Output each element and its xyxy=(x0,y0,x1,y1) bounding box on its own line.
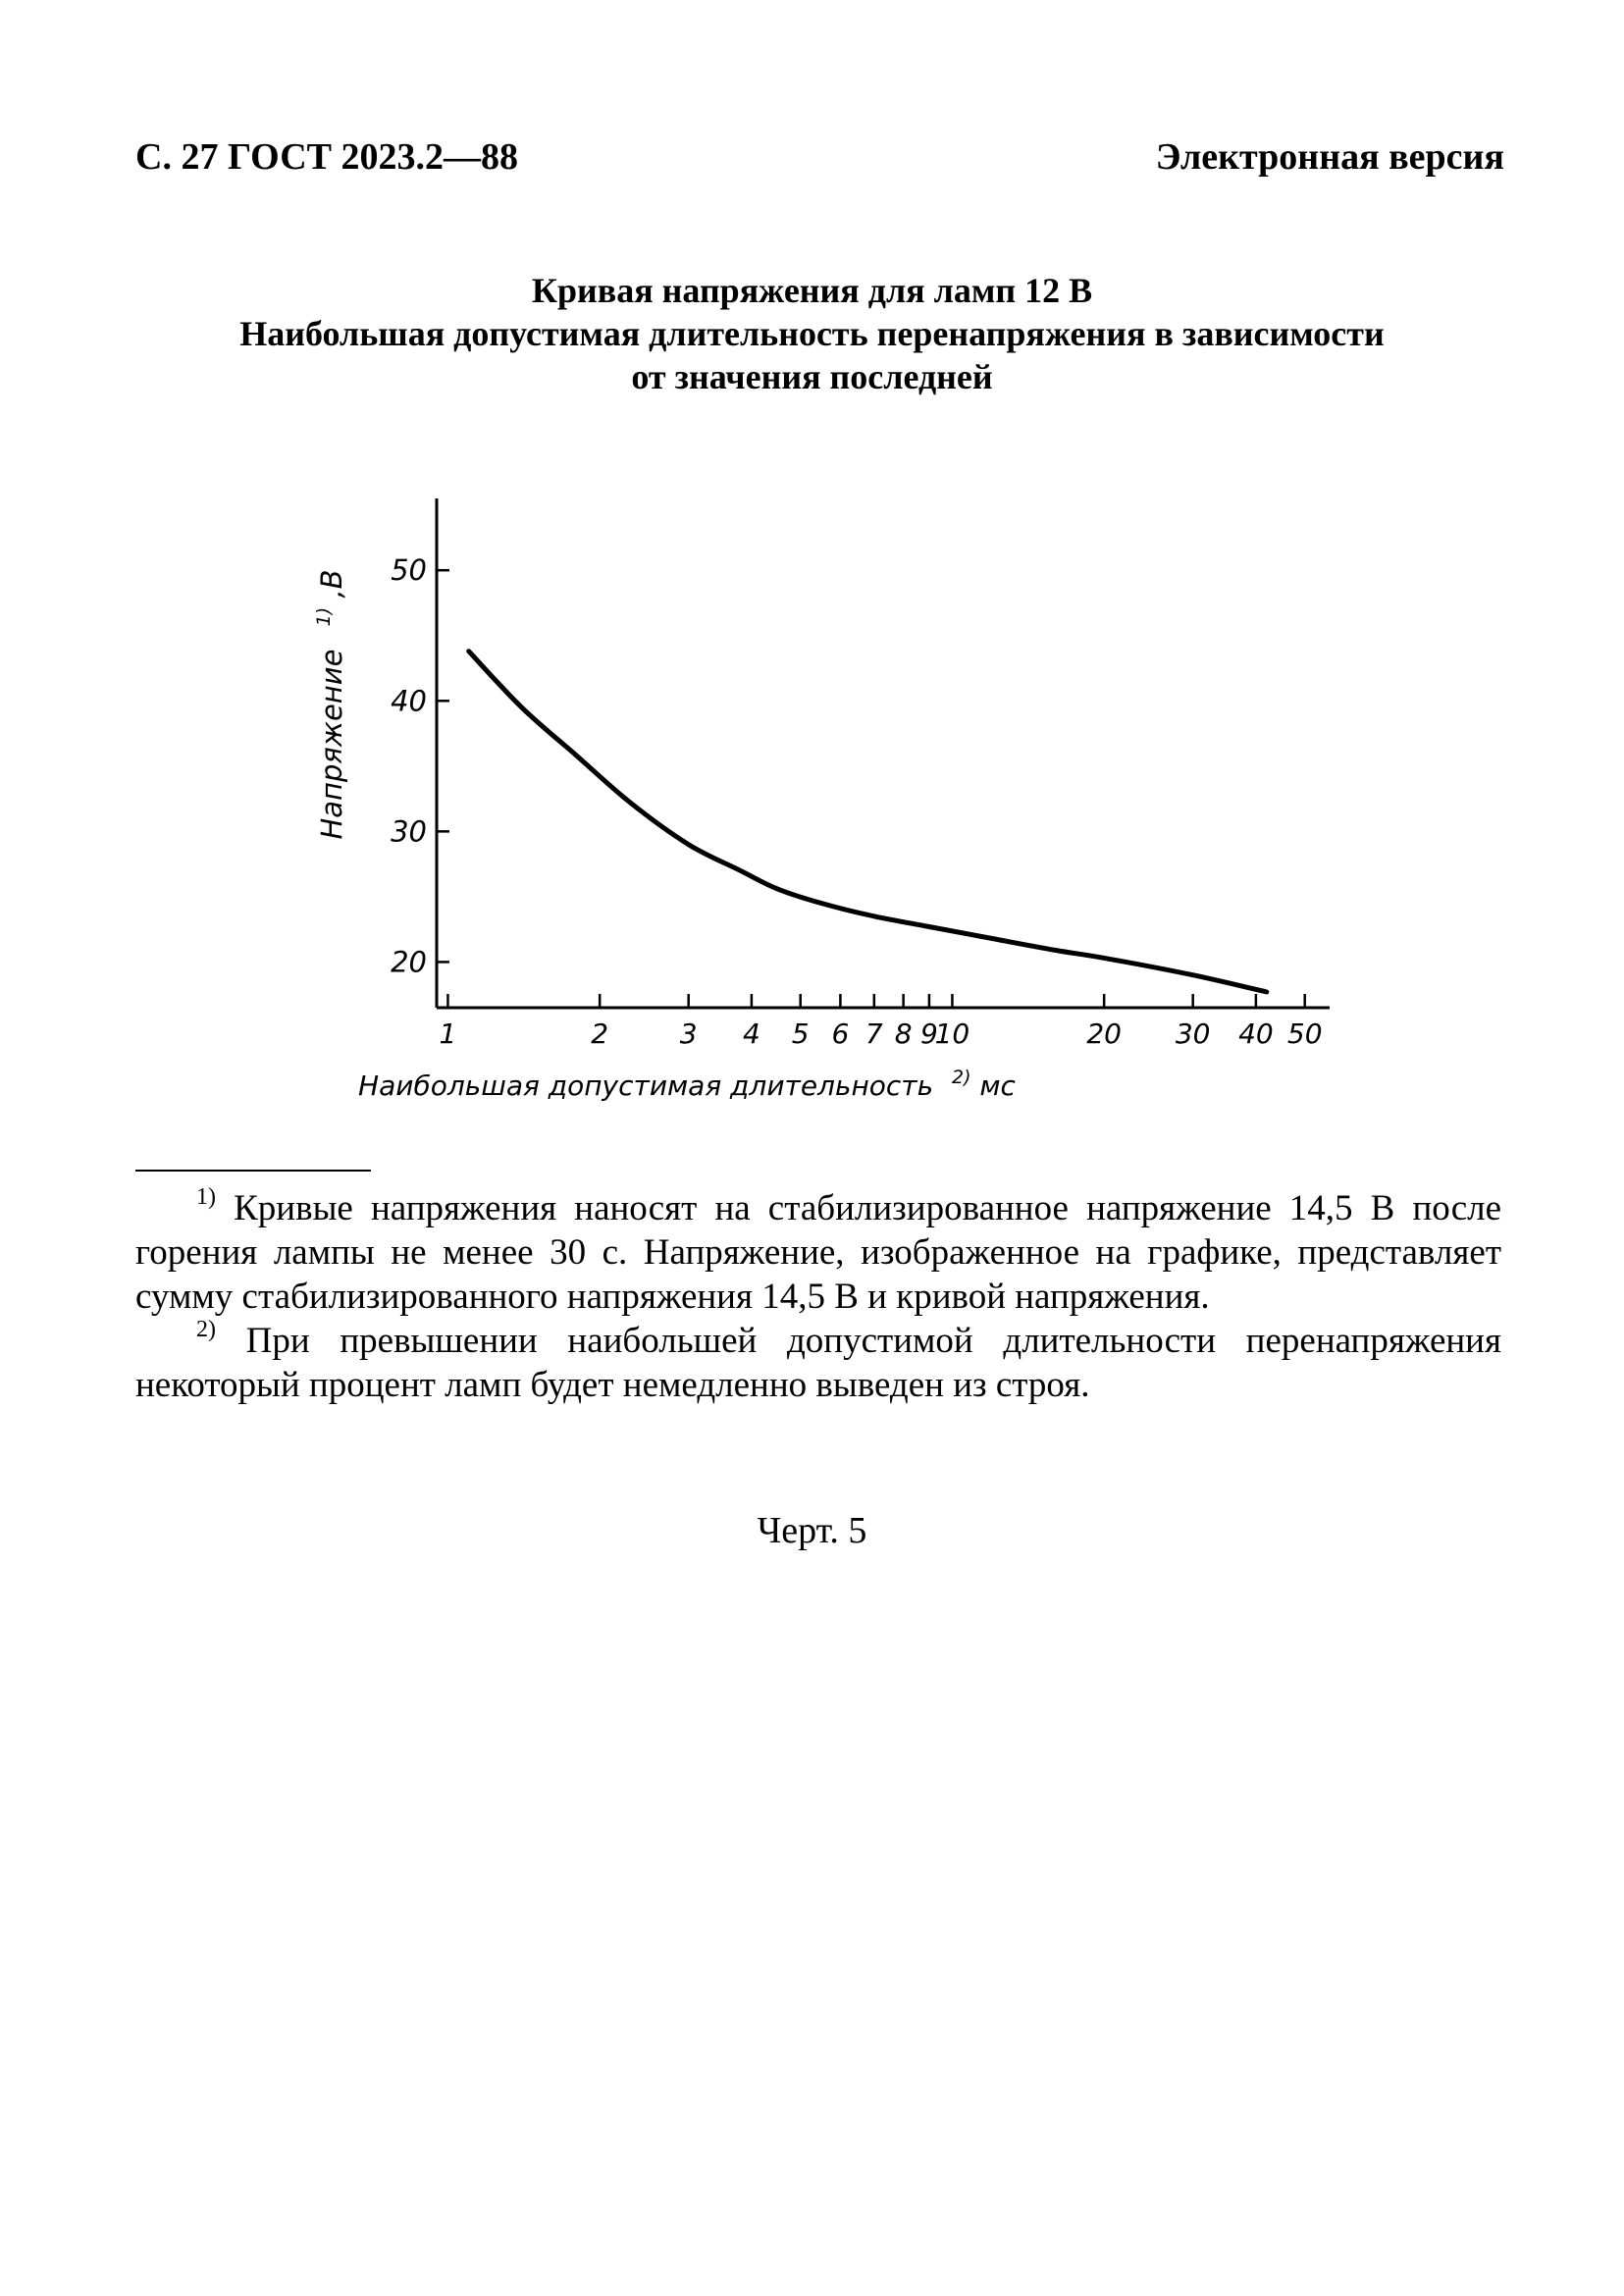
x-tick-label: 8 xyxy=(894,1018,913,1050)
chart-series xyxy=(469,652,1267,992)
x-axis-ticks xyxy=(440,994,1323,1050)
figure-caption: Черт. 5 xyxy=(757,1510,867,1551)
voltage-duration-chart xyxy=(294,481,1374,1119)
footnotes xyxy=(135,1173,1501,1407)
y-tick-label: 40 xyxy=(391,684,427,718)
x-axis-label xyxy=(358,1058,1017,1102)
x-tick-label: 6 xyxy=(831,1018,850,1050)
x-tick-label: 9 xyxy=(920,1018,938,1050)
x-tick-label: 2 xyxy=(591,1018,609,1050)
y-tick-label: 30 xyxy=(391,814,427,849)
x-axis-label-text: Наибольшая допустимая длительность xyxy=(358,1070,934,1102)
x-tick-label: 4 xyxy=(742,1018,760,1050)
x-tick-label: 20 xyxy=(1086,1018,1122,1050)
y-axis-ticks xyxy=(391,553,449,978)
title-line-1: Кривая напряжения для ламп 12 В xyxy=(531,271,1093,310)
x-tick-label: 5 xyxy=(791,1018,810,1050)
x-axis-label-unit: мс xyxy=(979,1070,1016,1102)
footnote-separator xyxy=(135,1170,371,1172)
footnote-1 xyxy=(135,1186,1501,1319)
page-reference: С. 27 ГОСТ 2023.2—88 xyxy=(135,136,518,178)
footnote-1-mark: 1) xyxy=(196,1184,216,1210)
y-tick-label: 50 xyxy=(391,553,427,588)
footnote-2 xyxy=(135,1319,1501,1407)
x-tick-label: 1 xyxy=(439,1018,457,1050)
y-axis-label-text: Напряжение xyxy=(315,649,348,840)
x-tick-label: 7 xyxy=(864,1018,883,1050)
y-axis-label xyxy=(303,569,348,839)
y-axis-label-unit: ,В xyxy=(315,569,348,599)
x-tick-label: 3 xyxy=(679,1018,698,1050)
x-axis-label-footnote-mark: 2) xyxy=(952,1067,971,1088)
voltage-curve xyxy=(469,652,1267,992)
y-axis-label-footnote-mark: 1) xyxy=(313,606,335,627)
x-tick-label: 30 xyxy=(1175,1018,1211,1050)
title-line-3: от значения последней xyxy=(631,357,993,396)
footnote-1-text: Кривые напряжения наносят на стабилизированное напряжение 14,5 В после горения лампы не менее 30 с. Напряжение, изображенное на графике, представляет сумму стабилизированного напряжения 14,5 В и кривой напряжения. xyxy=(135,1188,1501,1317)
x-tick-label: 40 xyxy=(1238,1018,1274,1050)
title-line-2: Наибольшая допустимая длительность перенапряжения в зависимости xyxy=(239,314,1385,353)
y-tick-label: 20 xyxy=(391,945,427,979)
footnote-2-text: При превышении наибольшей допустимой длительности перенапряжения некоторый процент ламп будет немедленно выведен из строя. xyxy=(135,1321,1501,1405)
x-tick-label: 50 xyxy=(1286,1018,1323,1050)
edition-label: Электронная версия xyxy=(1155,136,1504,178)
footnote-2-mark: 2) xyxy=(196,1317,216,1342)
x-tick-label: 10 xyxy=(934,1018,970,1050)
figure-title xyxy=(0,269,1624,398)
